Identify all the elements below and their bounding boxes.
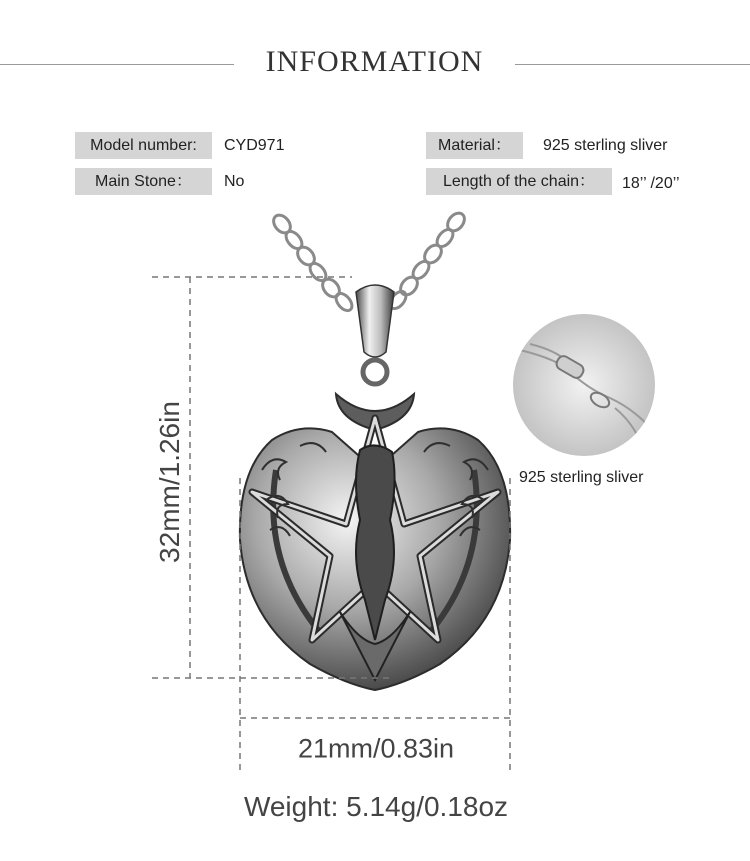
- bail: [356, 285, 394, 357]
- chain-detail-image: [513, 314, 660, 456]
- spec-material-value: 925 sterling sliver: [543, 137, 668, 154]
- spec-model-number-label: Model number:: [75, 132, 212, 159]
- weight-label: Weight: 5.14g/0.18oz: [243, 791, 509, 822]
- spec-material-label: Material：: [426, 132, 523, 159]
- chain-detail-caption: 925 sterling sliver: [519, 469, 644, 486]
- page-title: INFORMATION: [265, 45, 484, 78]
- spec-main-stone-label: Main Stone：: [75, 168, 212, 195]
- spec-main-stone-value: No: [224, 173, 245, 190]
- spec-model-number-value: CYD971: [224, 137, 285, 154]
- pendant-body: [240, 418, 510, 690]
- spec-chain-length-value: 18’’ /20’’: [622, 175, 680, 192]
- width-dimension-label: 21mm/0.83in: [297, 733, 455, 764]
- height-dimension-label: 32mm/1.26in: [154, 401, 185, 563]
- spec-chain-length-label: Length of the chain：: [426, 168, 612, 195]
